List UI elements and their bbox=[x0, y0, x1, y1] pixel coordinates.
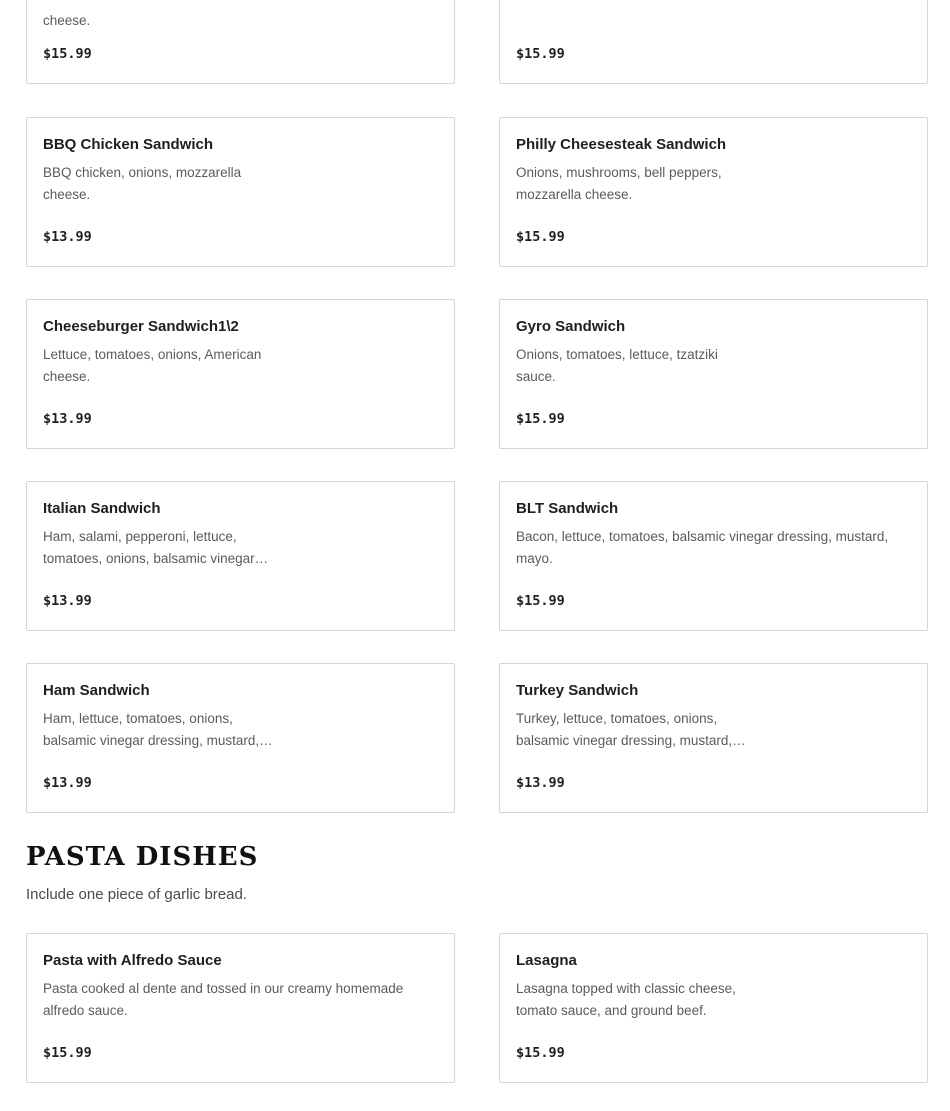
menu-item-name: Pasta with Alfredo Sauce bbox=[43, 952, 222, 969]
menu-item-card[interactable] bbox=[499, 117, 928, 267]
menu-item-price: $13.99 bbox=[43, 775, 92, 791]
menu-item-card[interactable] bbox=[26, 0, 455, 84]
menu-item-card[interactable] bbox=[26, 663, 455, 813]
menu-item-name: Gyro Sandwich bbox=[516, 318, 626, 335]
menu-item-description: Lettuce, tomatoes, onions, American cheese. bbox=[43, 347, 262, 384]
menu-item-description: Lasagna topped with classic cheese, tomato sauce, and ground beef. bbox=[516, 981, 736, 1018]
menu-item-price: $13.99 bbox=[43, 593, 92, 609]
menu-item-price: $15.99 bbox=[516, 46, 565, 62]
menu-item-price: $13.99 bbox=[43, 229, 92, 245]
menu-item-name: Philly Cheesesteak Sandwich bbox=[516, 136, 727, 153]
menu-item-card[interactable] bbox=[26, 481, 455, 631]
menu-item-card[interactable] bbox=[499, 933, 928, 1083]
menu-item-card[interactable] bbox=[499, 0, 928, 84]
menu-item-price: $13.99 bbox=[43, 411, 92, 427]
menu-item-card[interactable] bbox=[26, 299, 455, 449]
menu-item-price: $15.99 bbox=[516, 411, 565, 427]
menu-item-name: BLT Sandwich bbox=[516, 500, 619, 517]
menu-item-name: Lasagna bbox=[516, 952, 577, 969]
menu-item-description: BBQ chicken, onions, mozzarella cheese. bbox=[43, 165, 242, 202]
menu-item-card[interactable] bbox=[26, 117, 455, 267]
menu-item-card[interactable] bbox=[499, 481, 928, 631]
menu-item-card[interactable] bbox=[499, 299, 928, 449]
menu-item-description: Ham, salami, pepperoni, lettuce, tomatoes, onions, balsamic vinegar… bbox=[43, 529, 269, 566]
menu-item-name: BBQ Chicken Sandwich bbox=[43, 136, 214, 153]
section-title: PASTA DISHES bbox=[26, 842, 259, 872]
section-subtitle: Include one piece of garlic bread. bbox=[26, 886, 247, 903]
menu-item-description: Ham, lettuce, tomatoes, onions, balsamic vinegar dressing, mustard,… bbox=[43, 711, 273, 748]
menu-item-price: $13.99 bbox=[516, 775, 565, 791]
menu-item-description: Pasta cooked al dente and tossed in our creamy homemade alfredo sauce. bbox=[43, 981, 404, 1018]
menu-item-price: $15.99 bbox=[43, 46, 92, 62]
menu-item-price: $15.99 bbox=[43, 1045, 92, 1061]
menu-item-description: Turkey, lettuce, tomatoes, onions, balsamic vinegar dressing, mustard,… bbox=[516, 711, 746, 748]
menu-item-description: cheese. bbox=[43, 13, 91, 28]
menu-item-name: Ham Sandwich bbox=[43, 682, 150, 699]
menu-item-description: Onions, mushrooms, bell peppers, mozzarella cheese. bbox=[516, 165, 722, 202]
menu-item-name: Italian Sandwich bbox=[43, 500, 161, 517]
menu-item-description: Bacon, lettuce, tomatoes, balsamic vinegar dressing, mustard, mayo. bbox=[516, 529, 889, 566]
menu-item-card[interactable] bbox=[26, 933, 455, 1083]
menu-item-card[interactable] bbox=[499, 663, 928, 813]
menu-item-name: Cheeseburger Sandwich1\2 bbox=[43, 318, 239, 335]
menu-item-price: $15.99 bbox=[516, 1045, 565, 1061]
menu-item-price: $15.99 bbox=[516, 593, 565, 609]
menu-item-name: Turkey Sandwich bbox=[516, 682, 639, 699]
menu-item-price: $15.99 bbox=[516, 229, 565, 245]
menu-item-description: Onions, tomatoes, lettuce, tzatziki sauce. bbox=[516, 347, 718, 384]
